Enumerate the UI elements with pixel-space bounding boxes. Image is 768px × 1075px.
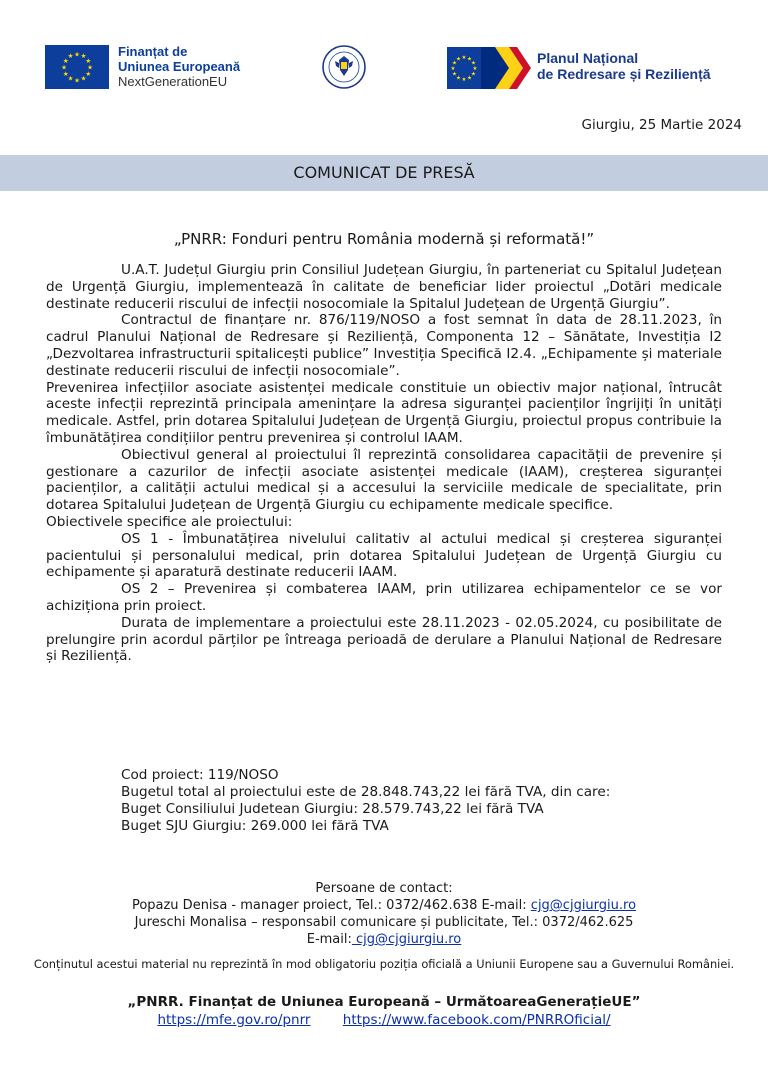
pnrr-logo-icon [447,47,531,89]
eu-star-icon: ★ [62,69,69,78]
eu-star-icon: ★ [67,74,74,83]
mfe-pnrr-link[interactable]: https://mfe.gov.ro/pnrr [157,1012,311,1028]
eu-star-icon: ★ [461,54,467,61]
footer-slogan: „PNRR. Finanțat de Uniunea Europeană – UrmătoareaGenerațieUE” [127,994,641,1010]
eu-star-icon: ★ [461,76,467,83]
eu-star-icon: ★ [74,50,80,59]
eu-star-icon: ★ [472,65,478,72]
body-paragraph: Durata de implementare a proiectului este 28.11.2023 - 02.05.2024, cu posibilitate de prelungire prin acordul părților pe întreaga perioadă de derulare a Planului Național de Redresare și Reziliență. [46,614,722,665]
body-paragraph: Obiectivele specifice ale proiectului: [46,513,293,530]
eu-star-icon: ★ [85,56,92,65]
eu-star-icon: ★ [80,52,87,61]
pnrr-label-line1: Planul Național [537,50,639,66]
county-budget: Buget Consiliului Judetean Giurgiu: 28.579.743,22 lei fără TVA [121,801,544,817]
eu-star-icon: ★ [471,60,476,67]
eu-star-icon: ★ [456,56,461,63]
eu-star-icon: ★ [62,56,69,65]
eu-star-icon: ★ [467,75,472,82]
eu-star-icon: ★ [85,69,92,78]
eu-label-line3: NextGenerationEU [118,74,228,89]
facebook-pnrr-link[interactable]: https://www.facebook.com/PNRROficial/ [342,1012,611,1028]
body-paragraph: Obiectivul general al proiectului îl reprezintă consolidarea capacității de prevenire și gestionare a cazurilor de infecții asociate asistenței medicale (IAAM), creșterea siguranței pacienților, a calității actului medical și a accesului la serviciile medicale de specialitate, prin dotarea Spitalului Județean de Urgență Giurgiu cu echipamente medicale specifice. [46,446,722,514]
contact-line-2: Jureschi Monalisa – responsabil comunicare și publicitate, Tel.: 0372/462.625 [134,915,634,930]
eu-flag-icon [45,45,109,89]
eu-star-icon: ★ [67,52,74,61]
eu-star-icon: ★ [450,65,456,72]
press-subtitle: „PNRR: Fonduri pentru România modernă și reformată!” [173,230,595,248]
footer-links [0,1012,768,1028]
eu-label-line1: Finanțat de [118,44,188,59]
contact-line-1 [0,897,768,914]
contact-email-label: E-mail: [306,932,352,947]
email-link[interactable]: cjg@cjgiurgiu.ro [530,898,637,913]
contact-heading: Persoane de contact: [315,881,453,896]
eu-star-icon: ★ [61,63,67,72]
pnrr-label-line2: de Redresare și Reziliență [537,66,711,82]
body-paragraph: OS 2 – Prevenirea și combaterea IAAM, prin utilizarea echipamentelor ce se vor achiziționa prin proiect. [46,581,722,614]
body-paragraph: OS 1 - Îmbunatățirea nivelului calitativ al actului medical și creșterea siguranței pacientului și personalului medical, prin dotarea Spitalului Județean de Urgență Giurgiu cu echipamente și aparatură destinate reducerii IAAM. [46,530,722,581]
body-paragraph: U.A.T. Județul Giurgiu prin Consiliul Județean Giurgiu, în parteneriat cu Spitalul Județean de Urgență Giurgiu, implementează în calitate de beneficiar lider proiectul „Dotări medicale destinate reducerii riscului de infecții nosocomiale la Spitalul Județean de Urgență Giurgiu”. [46,262,722,312]
press-body [46,262,722,665]
pnrr-label [537,50,711,82]
eu-funding-label [118,44,240,89]
contact-line-3 [0,931,768,948]
eu-star-icon: ★ [452,71,457,78]
eu-star-icon: ★ [467,56,472,63]
disclaimer: Conținutul acestui material nu reprezintă în mod obligatoriu poziția oficială a Uniunii Europene sau a Guvernului României. [33,957,735,971]
press-date: Giurgiu, 25 Martie 2024 [581,117,742,133]
eu-star-icon: ★ [80,74,87,83]
body-paragraph: Contractul de finanțare nr. 876/119/NOSO a fost semnat în data de 28.11.2023, în cadrul Planului Național de Redresare și Reziliență, Componenta 12 – Sănătate, Investiția I2 „Dezvoltarea infrastructurii spitalicești publice” Investiția Specifică I2.4. „Echipamente și materiale destinate reducerii riscului de infecții nosocomiale”. [46,312,722,379]
eu-star-icon: ★ [74,76,80,85]
eu-star-icon: ★ [87,63,93,72]
eu-star-icon: ★ [452,60,457,67]
eu-star-icon: ★ [471,71,476,78]
page-title: COMUNICAT DE PRESĂ [293,163,475,182]
total-budget: Bugetul total al proiectului este de 28.848.743,22 lei fără TVA, din care: [121,784,611,800]
contact-block [0,880,768,948]
government-seal-icon [321,44,367,90]
hospital-budget: Buget SJU Giurgiu: 269.000 lei fără TVA [121,818,389,834]
budget-block [121,767,610,835]
email-link[interactable]: cjg@cjgiurgiu.ro [351,932,462,947]
eu-star-icon: ★ [456,75,461,82]
eu-label-line2: Uniunea Europeană [118,59,241,74]
contact-manager: Popazu Denisa - manager proiect, Tel.: 0372/462.638 E-mail: [131,898,531,913]
body-paragraph: Prevenirea infecțiilor asociate asistenței medicale constituie un obiectiv major național, întrucât aceste infecții reprezintă principala amenințare la adresa siguranței pacienților îngrijiți în unități medicale. Astfel, prin dotarea Spitalului Județean de Urgență Giurgiu, proiectul propus contribuie la îmbunătățirea condițiilor pentru prevenirea și controlul IAAM. [46,379,722,446]
page-header [0,0,768,110]
project-code: Cod proiect: 119/NOSO [121,767,279,783]
